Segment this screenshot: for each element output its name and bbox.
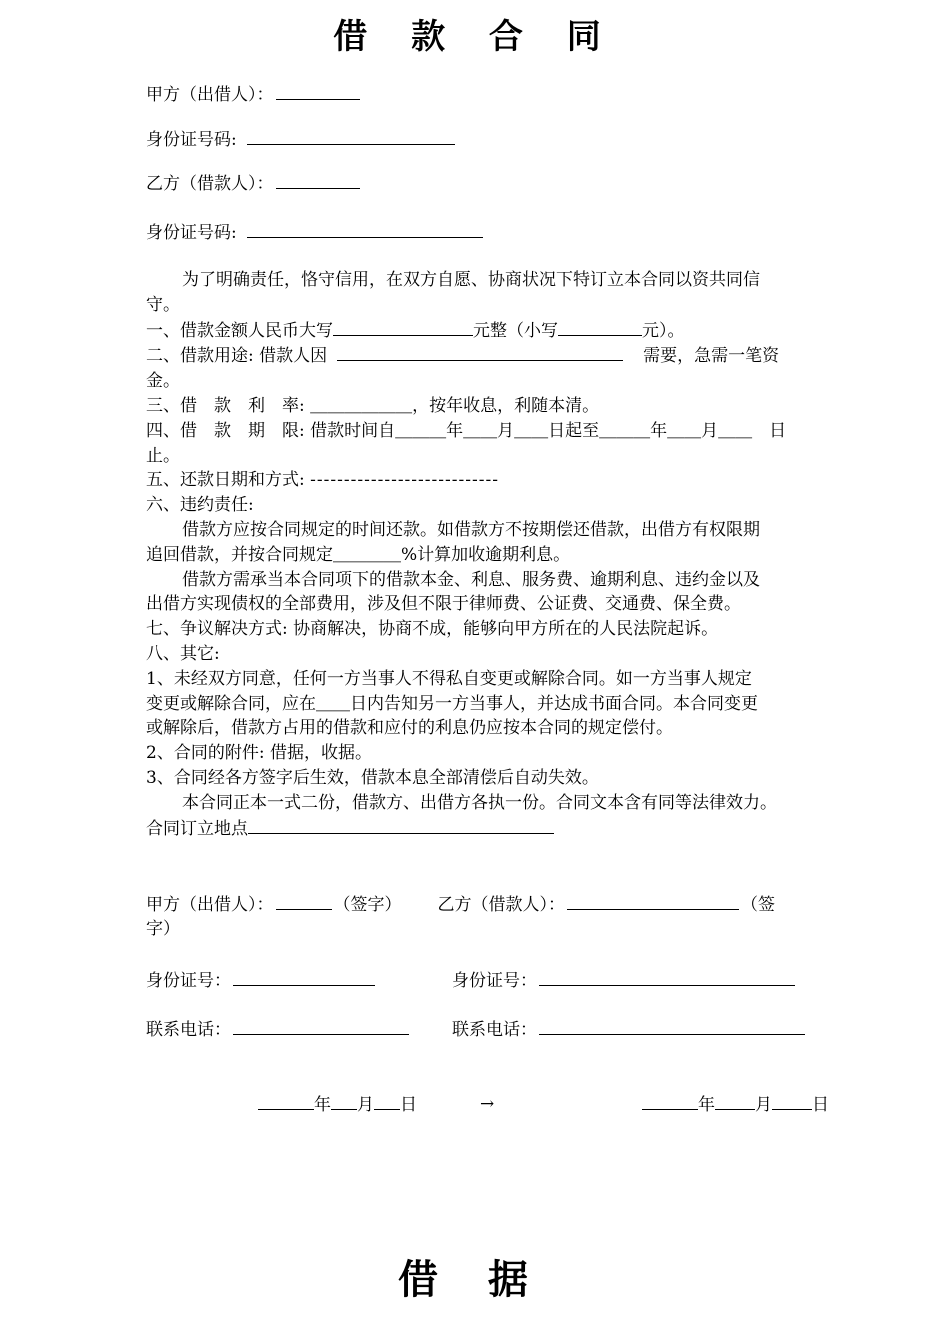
item-6-para-1-a: 借款方应按合同规定的时间还款。如借款方不按期偿还借款，出借方有权限期	[182, 519, 760, 540]
lender-signature-field[interactable]	[276, 892, 332, 910]
borrower-day-label: 日	[812, 1095, 829, 1115]
sig-borrower-sign-open: （签	[741, 895, 775, 915]
sig-lender-phone-label: 联系电话：	[146, 1020, 231, 1040]
item-6-para-2-b: 出借方实现债权的全部费用，涉及但不限于律师费、公证费、交通费、保全费。	[146, 594, 741, 615]
phone-line-right	[452, 1017, 807, 1041]
borrower-year-field[interactable]	[642, 1092, 698, 1110]
signature-line-cont	[146, 917, 180, 941]
sig-lender-id-field[interactable]	[233, 968, 375, 986]
place-label: 合同订立地点	[146, 818, 248, 839]
sig-borrower-phone-label: 联系电话：	[452, 1020, 537, 1040]
borrower-date	[642, 1092, 829, 1116]
borrower-id-field[interactable]	[247, 220, 483, 238]
item-8-1-a: 1、未经双方同意，任何一方当事人不得私自变更或解除合同。如一方当事人规定	[146, 668, 752, 689]
item-8-1-c: 或解除后，借款方占用的借款和应付的利息仍应按本合同的规定偿付。	[146, 718, 673, 739]
item-8: 八、其它:	[146, 643, 220, 664]
intro-line-2: 守。	[146, 294, 180, 315]
item-6: 六、违约责任:	[146, 495, 254, 516]
item-2-label: 二、借款用途: 借款人因	[146, 346, 328, 367]
item-7: 七、争议解决方式: 协商解决，协商不成，能够向甲方所在的人民法院起诉。	[146, 619, 719, 640]
page-title: 借 款 合 同	[333, 17, 617, 57]
contract-body	[146, 268, 846, 841]
closing-line: 本合同正本一式二份，借款方、出借方各执一份。合同文本含有同等法律效力。	[182, 792, 777, 813]
item-1	[146, 318, 846, 344]
lender-year-field[interactable]	[258, 1092, 314, 1110]
item-8-1-b: 变更或解除合同，应在＿＿日内告知另一方当事人，并达成书面合同。本合同变更	[146, 693, 758, 714]
phone-line	[146, 1017, 411, 1041]
place-field[interactable]	[248, 816, 554, 834]
item-4-cont: 止。	[146, 445, 180, 466]
borrower-month-field[interactable]	[715, 1092, 755, 1110]
id-line-right	[452, 968, 797, 992]
borrower-signature-field[interactable]	[567, 892, 739, 910]
sig-borrower-sign-close: 字）	[146, 919, 180, 939]
item-2-cont: 金。	[146, 371, 180, 392]
item-4: 四、借 款 期 限: 借款时间自＿＿＿年＿＿月＿＿日起至＿＿＿年＿＿月＿＿ 日	[146, 420, 787, 441]
lender-id-label: 身份证号码:	[146, 130, 237, 150]
id-line	[146, 968, 377, 992]
borrower-day-field[interactable]	[772, 1092, 812, 1110]
sig-borrower-label: 乙方（借款人）：	[437, 895, 565, 915]
item-2	[146, 343, 846, 369]
lender-month-field[interactable]	[331, 1092, 357, 1110]
lender-month-label: 月	[357, 1095, 374, 1115]
lender-line	[146, 82, 362, 106]
item-6-para-2-a: 借款方需承当本合同项下的借款本金、利息、服务费、逾期利息、违约金以及	[182, 569, 760, 590]
sig-lender-id-label: 身份证号：	[146, 971, 231, 991]
amount-upper-field[interactable]	[333, 318, 473, 336]
signature-line	[146, 892, 775, 916]
borrower-month-label: 月	[755, 1095, 772, 1115]
intro-line-1: 为了明确责任，恪守信用，在双方自愿、协商状况下特订立本合同以资共同信	[182, 270, 760, 290]
arrow-icon: →	[480, 1094, 495, 1114]
lender-name-field[interactable]	[276, 82, 360, 100]
purpose-field[interactable]	[337, 343, 623, 361]
lender-day-field[interactable]	[374, 1092, 400, 1110]
sig-borrower-id-label: 身份证号：	[452, 971, 537, 991]
lender-date	[258, 1092, 417, 1116]
item-3: 三、借 款 利 率: ＿＿＿＿＿＿，按年收息，利随本清。	[146, 395, 600, 416]
item-1-mid: 元整（小写	[473, 320, 558, 341]
item-5-label: 五、还款日期和方式:	[146, 470, 305, 491]
repayment-dashes: ----------------------------	[310, 470, 499, 491]
sig-lender-label: 甲方（出借人）：	[146, 895, 274, 915]
lender-label: 甲方（出借人）：	[146, 85, 274, 105]
lender-id-field[interactable]	[247, 127, 455, 145]
item-8-2: 2、合同的附件: 借据，收据。	[146, 743, 372, 764]
borrower-id-line	[146, 220, 485, 244]
item-1-end: 元）。	[642, 320, 685, 341]
lender-day-label: 日	[400, 1095, 417, 1115]
item-2-end: 需要，急需一笔资	[643, 346, 780, 367]
item-6-para-1-b: 追回借款，并按合同规定＿＿＿＿%计算加收逾期利息。	[146, 544, 571, 565]
lender-id-line	[146, 127, 457, 151]
lender-year-label: 年	[314, 1095, 331, 1115]
sig-borrower-phone-field[interactable]	[539, 1017, 805, 1035]
item-5	[146, 468, 846, 493]
sig-borrower-id-field[interactable]	[539, 968, 795, 986]
sig-lender-phone-field[interactable]	[233, 1017, 409, 1035]
item-1-label: 一、借款金额人民币大写	[146, 320, 333, 341]
amount-lower-field[interactable]	[558, 318, 642, 336]
receipt-title: 借据	[398, 1256, 578, 1303]
borrower-name-field[interactable]	[276, 171, 360, 189]
borrower-year-label: 年	[698, 1095, 715, 1115]
borrower-line	[146, 171, 362, 195]
borrower-id-label: 身份证号码:	[146, 223, 237, 243]
borrower-label: 乙方（借款人）：	[146, 174, 274, 194]
item-8-3: 3、合同经各方签字后生效，借款本息全部清偿后自动失效。	[146, 767, 599, 788]
place-line	[146, 816, 846, 842]
sig-lender-sign: （签字）	[333, 895, 402, 915]
